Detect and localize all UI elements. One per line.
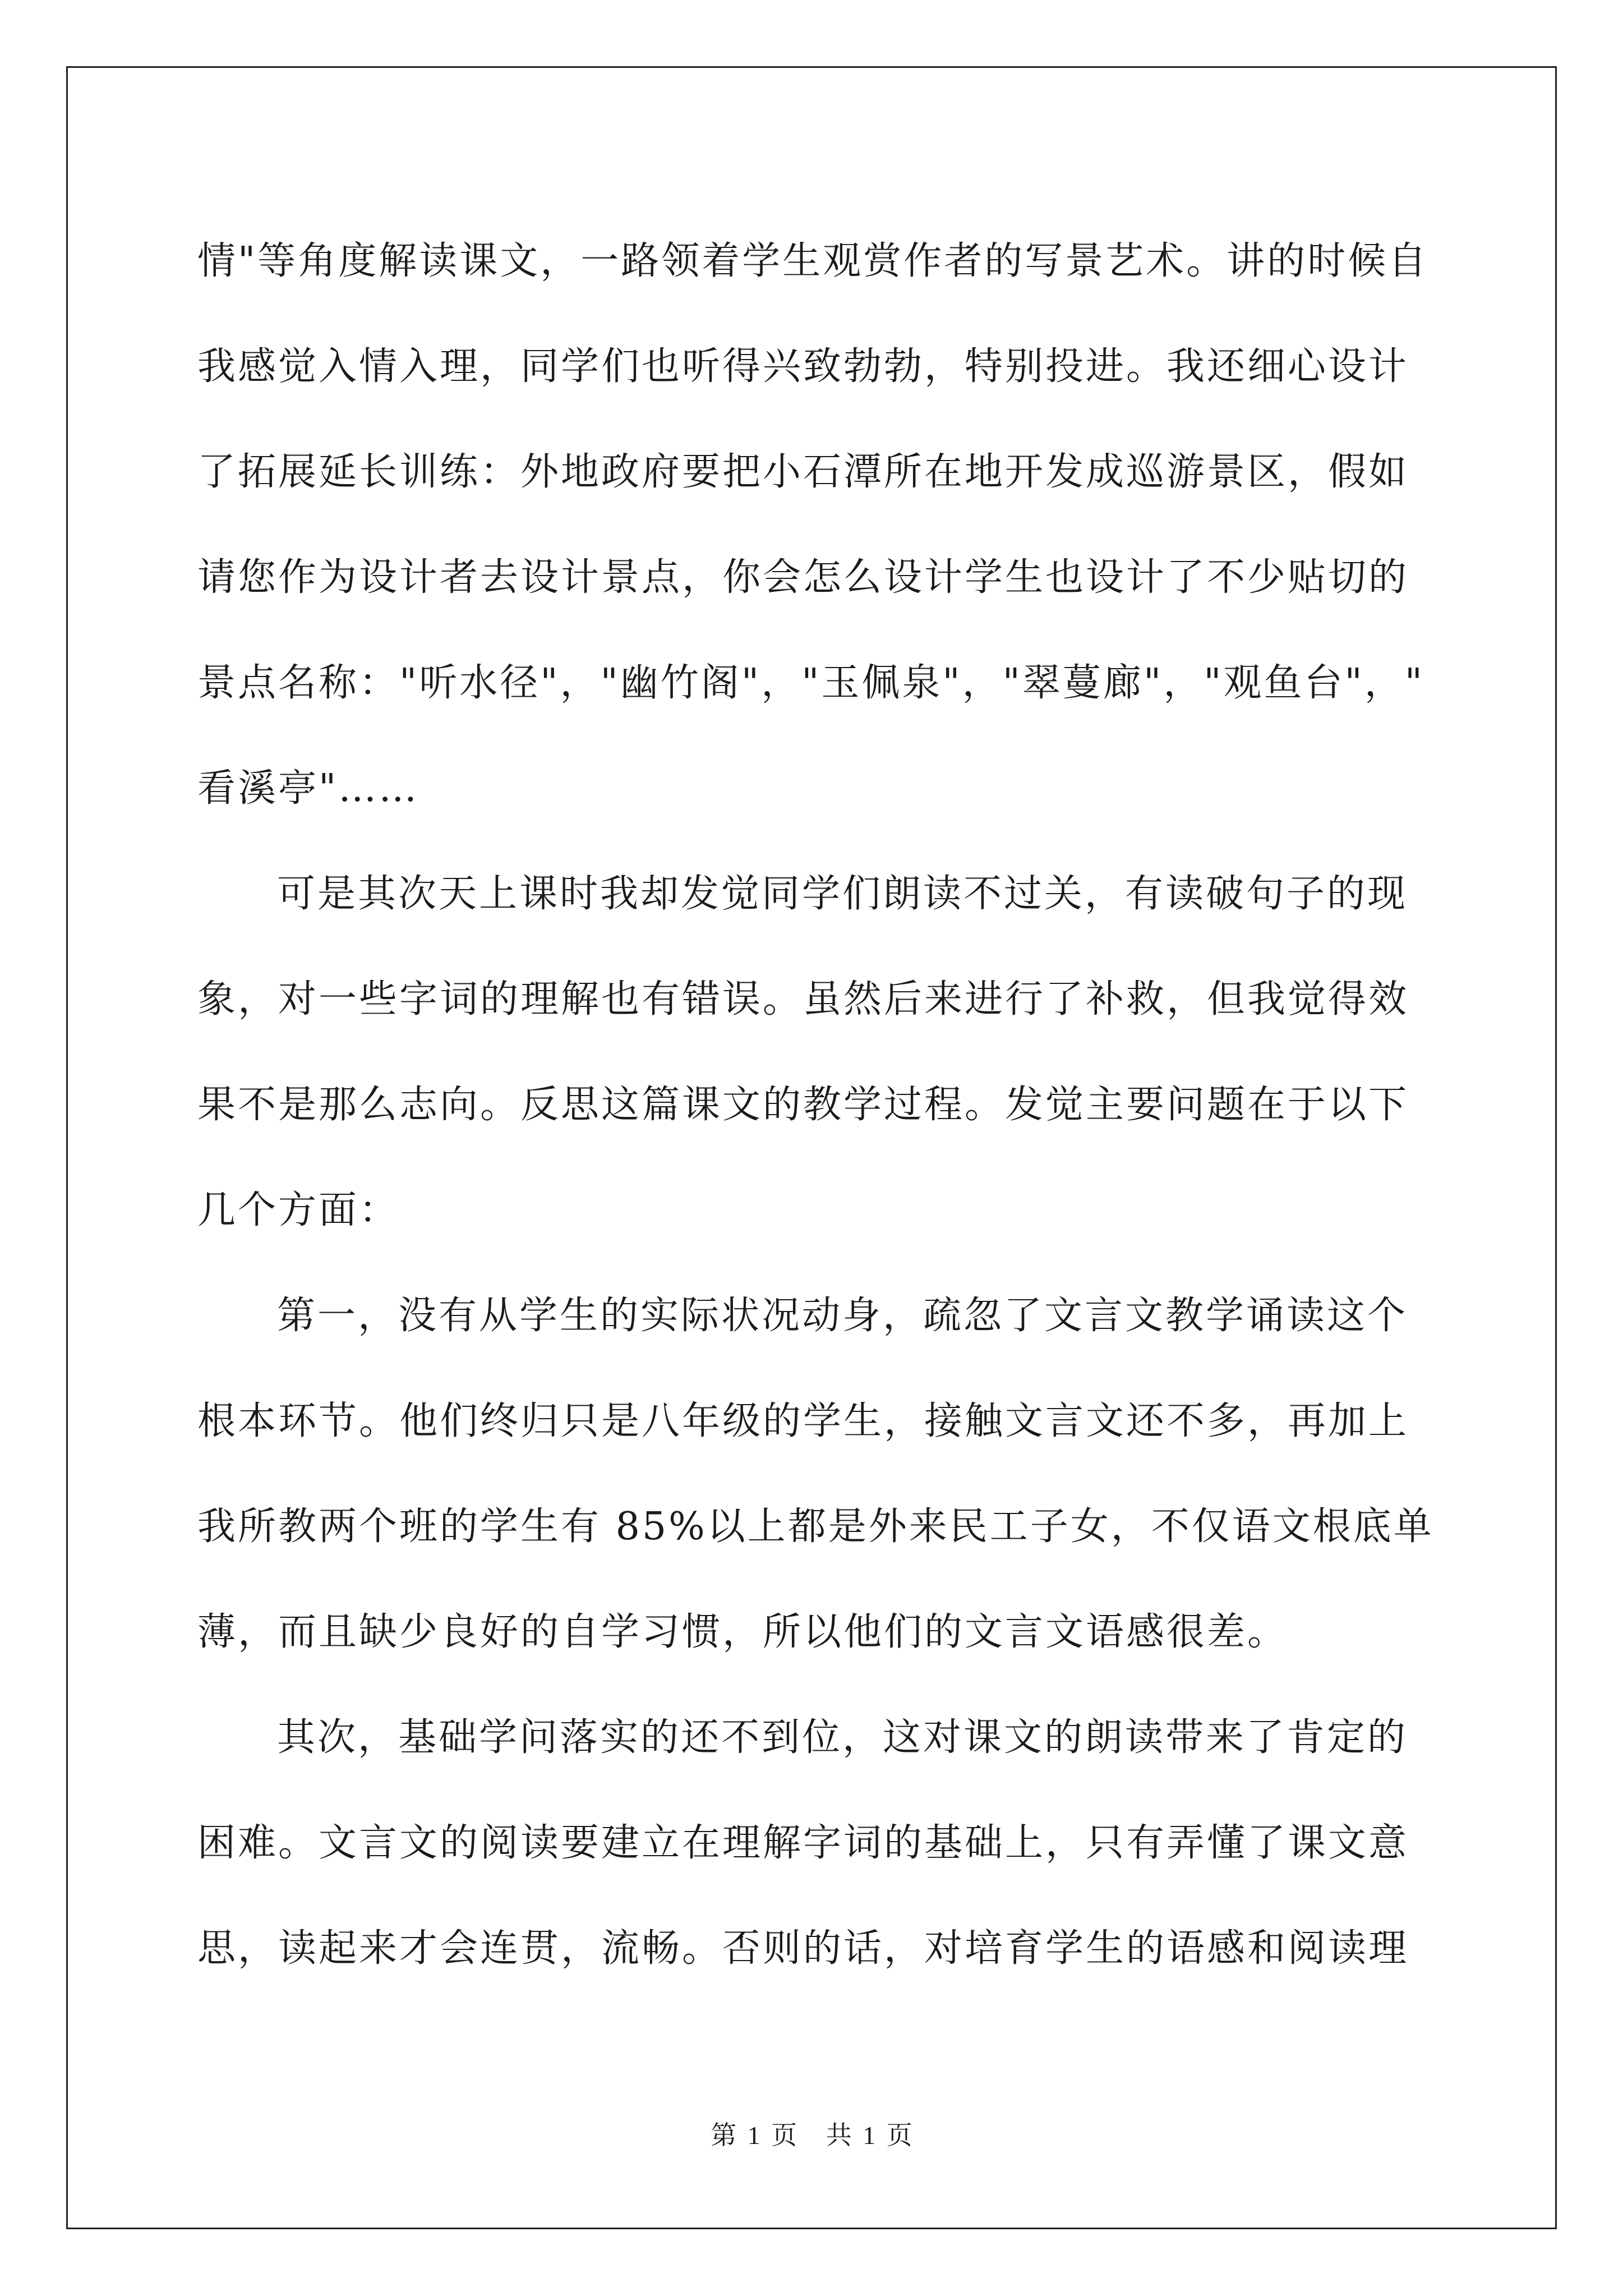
page-footer (0, 2115, 1623, 2152)
text-line-5: 景点名称："听水径"，"幽竹阁"，"玉佩泉"，"翠蔓廊"，"观鱼台"，" (197, 661, 1425, 705)
text-line-1: 情"等角度解读课文，一路领着学生观赏作者的写景艺术。讲的时候自 (197, 239, 1429, 283)
text-line-15: 其次，基础学问落实的还不到位，这对课文的朗读带来了肯定的 (277, 1715, 1408, 1760)
text-line-6: 看溪亭"…… (197, 766, 419, 811)
body-text (197, 209, 1434, 2001)
text-line-8: 象，对一些字词的理解也有错误。虽然后来进行了补救，但我觉得效 (197, 977, 1409, 1022)
text-line-12: 根本环节。他们终归只是八年级的学生，接触文言文还不多，再加上 (197, 1399, 1409, 1443)
text-line-13: 我所教两个班的学生有 85%以上都是外来民工子女，不仅语文根底单 (197, 1504, 1434, 1549)
text-line-4: 请您作为设计者去设计景点，你会怎么设计学生也设计了不少贴切的 (197, 555, 1409, 600)
text-line-14: 薄，而且缺少良好的自学习惯，所以他们的文言文语感很差。 (197, 1610, 1288, 1654)
text-line-2: 我感觉入情入理，同学们也听得兴致勃勃，特别投进。我还细心设计 (197, 344, 1409, 389)
text-line-7: 可是其次天上课时我却发觉同学们朗读不过关，有读破句子的现 (277, 872, 1408, 916)
page-number: 第 1 页 (711, 2121, 797, 2150)
text-line-16: 困难。文言文的阅读要建立在理解字词的基础上，只有弄懂了课文意 (197, 1821, 1409, 1865)
page-total: 共 1 页 (826, 2121, 912, 2150)
text-line-17: 思，读起来才会连贯，流畅。否则的话，对培育学生的语感和阅读理 (197, 1926, 1409, 1971)
text-line-10: 几个方面： (197, 1188, 400, 1232)
text-line-11: 第一，没有从学生的实际状况动身，疏忽了文言文教学诵读这个 (277, 1294, 1408, 1338)
text-line-9: 果不是那么志向。反思这篇课文的教学过程。发觉主要问题在于以下 (197, 1083, 1409, 1127)
text-line-3: 了拓展延长训练：外地政府要把小石潭所在地开发成巡游景区，假如 (197, 450, 1409, 494)
